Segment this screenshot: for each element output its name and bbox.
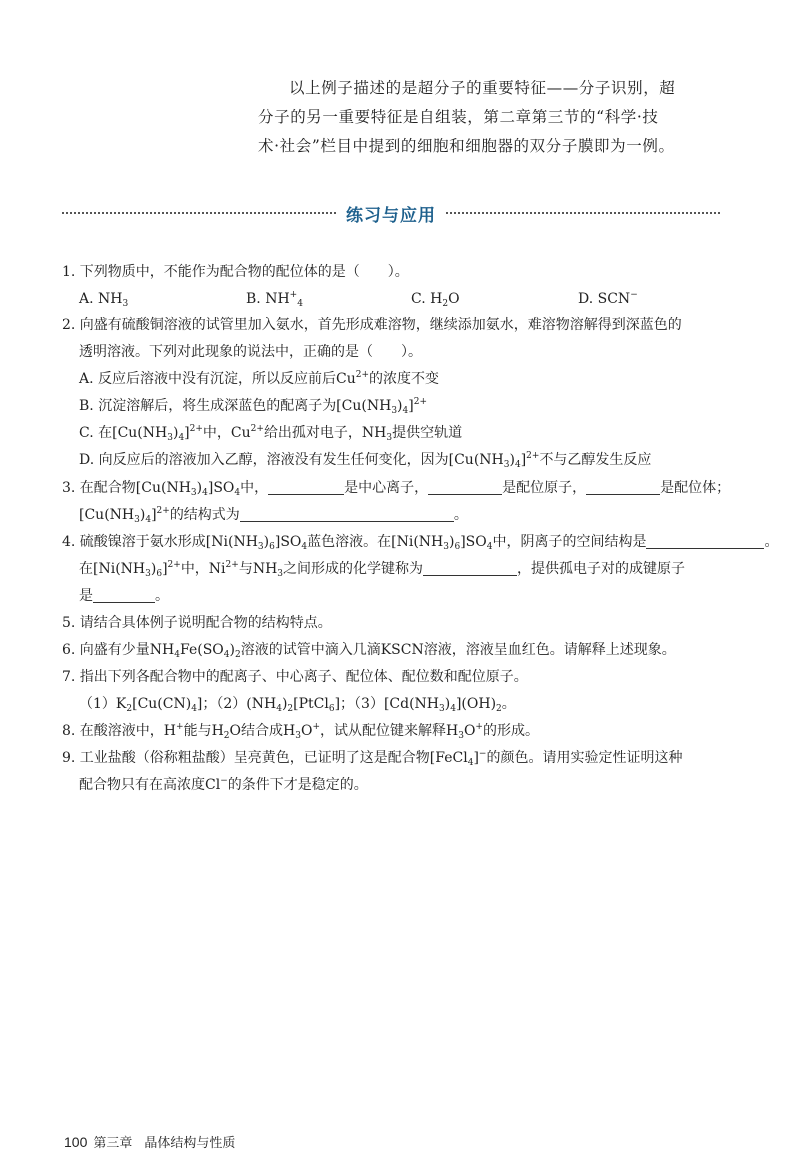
question-9-line-1: 9. 工业盐酸（俗称粗盐酸）呈亮黄色，已证明了这是配合物[FeCl$_4$]−的颜色。请用实验定性证明这种 <box>62 749 683 768</box>
q2-option-c: C. 在$[Cu(NH_3)_4]^{2+}$中，$Cu^{2+}$给出孤对电子，$NH_3$提供空轨道 <box>79 424 463 443</box>
question-2-line-2: 透明溶液。下列对此现象的说法中，正确的是（ ）。 <box>79 344 422 360</box>
question-7-line-1: 7. 指出下列各配合物中的配离子、中心离子、配位体、配位数和配位原子。 <box>62 669 528 685</box>
question-4-line-3: 是 。 <box>79 588 169 604</box>
chapter-title: 晶体结构与性质 <box>144 1136 236 1151</box>
q1-option-b: B. $NH^+_4$ <box>246 290 303 309</box>
question-5: 5. 请结合具体例子说明配合物的结构特点。 <box>62 615 332 631</box>
section-title: 练习与应用 <box>346 205 436 226</box>
q1-option-a: A. $NH_3$ <box>79 291 129 309</box>
answer-blank[interactable] <box>93 588 155 603</box>
q1-option-c: C. $H_2O$ <box>411 291 460 309</box>
question-9-line-2: 配合物只有在高浓度Cl−的条件下才是稳定的。 <box>79 776 368 793</box>
question-4-line-1: 4. 硫酸镍溶于氨水形成$[Ni(NH_3)_6]SO_4$蓝色溶液。在$[Ni(NH_3)_6]SO_4$中，阴离子的空间结构是 。 <box>62 534 779 552</box>
page-footer <box>64 1132 235 1151</box>
answer-blank[interactable] <box>423 561 517 576</box>
question-8: 8. 在酸溶液中，H+能与$H_2O$结合成$H_3O^+$，试从配位键来解释$H_3O^+$的形成。 <box>62 722 539 741</box>
answer-blank[interactable] <box>268 480 344 495</box>
page-number: 100 <box>64 1134 88 1150</box>
answer-blank[interactable] <box>428 480 502 495</box>
q2-option-a: A. 反应后溶液中没有沉淀，所以反应前后$Cu^{2+}$的浓度不变 <box>79 370 440 387</box>
question-4-line-2: 在$[Ni(NH_3)_6]^{2+}$中，$Ni^{2+}$与$NH_3$之间形成的化学键称为 ，提供孤电子对的成键原子 <box>79 560 686 579</box>
q1-option-d: D. SCN− <box>578 290 638 307</box>
intro-paragraph <box>258 74 720 161</box>
q2-option-b: B. 沉淀溶解后，将生成深蓝色的配离子为$[Cu(NH_3)_4]^{2+}$ <box>79 397 427 416</box>
question-2-line-1: 2. 向盛有硫酸铜溶液的试管里加入氨水，首先形成难溶物，继续添加氨水，难溶物溶解得到深蓝色的 <box>62 317 682 333</box>
answer-blank[interactable] <box>240 507 454 522</box>
section-divider-right <box>446 212 720 214</box>
intro-line-2: 分子的另一重要特征是自组装，第二章第三节的“科学·技 <box>258 108 659 126</box>
question-7-line-2: $(1)K_2[Cu(CN)_4]$；$(2)(NH_4)_2[PtCl_6]$；$(3)[Cd(NH_3)_4](OH)_2$。 <box>79 696 516 714</box>
answer-blank[interactable] <box>586 480 660 495</box>
intro-line-3: 术·社会”栏目中提到的细胞和细胞器的双分子膜即为一例。 <box>258 137 675 155</box>
q2-option-d: D. 向反应后的溶液加入乙醇，溶液没有发生任何变化，因为$[Cu(NH_3)_4]^{2+}$不与乙醇发生反应 <box>79 451 652 470</box>
question-6: 6. 向盛有少量$NH_4Fe(SO_4)_2$溶液的试管中滴入几滴KSCN溶液，溶液呈血红色。请解释上述现象。 <box>62 642 676 660</box>
chapter-label: 第三章 <box>93 1136 133 1151</box>
question-3-line-1: 3. 在配合物$[Cu(NH_3)_4]SO_4$中， 是中心离子， 是配位原子， 是配位体； <box>62 480 731 498</box>
question-3-line-2: $[Cu(NH_3)_4]^{2+}$的结构式为 。 <box>79 506 468 525</box>
answer-blank[interactable] <box>646 534 764 549</box>
question-1: 1. 下列物质中，不能作为配合物的配位体的是（ ）。 <box>62 264 409 280</box>
intro-line-1: 以上例子描述的是超分子的重要特征——分子识别，超 <box>289 79 676 97</box>
section-header <box>62 200 720 226</box>
section-divider-left <box>62 212 336 214</box>
